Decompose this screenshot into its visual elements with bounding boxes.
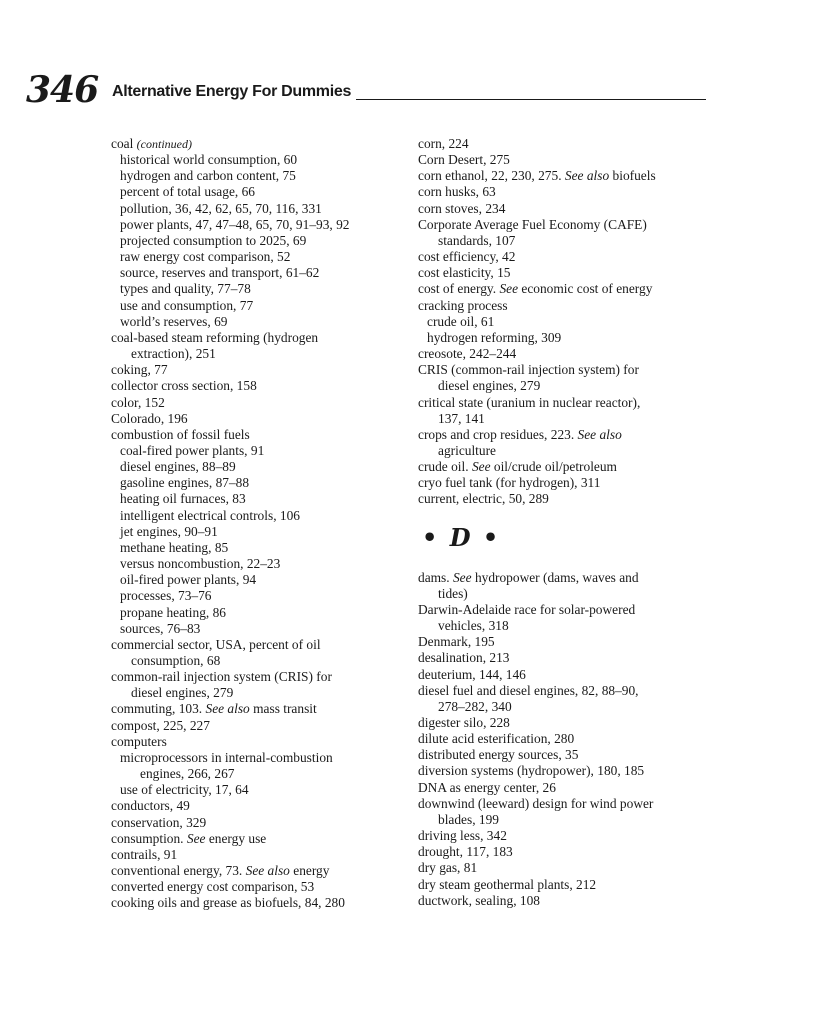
entry-text: processes, 73–76 (120, 588, 212, 604)
entry-text: heating oil furnaces, 83 (120, 491, 246, 507)
index-entry (418, 634, 718, 650)
index-entry (418, 667, 718, 683)
entry-text: microprocessors in internal-combustion (120, 749, 333, 765)
entry-text: contrails, 91 (111, 846, 178, 862)
see-target: energy (293, 863, 330, 879)
index-entry (418, 395, 718, 411)
index-entry (418, 265, 718, 281)
index-entry (111, 136, 401, 152)
see-target: oil/crude oil/petroleum (493, 459, 617, 475)
entry-text: dilute acid esterification, 280 (418, 731, 575, 747)
see-reference: See (499, 281, 519, 297)
entry-text: corn husks, 63 (418, 184, 496, 200)
index-subentry (111, 750, 401, 766)
index-subentry (111, 540, 401, 556)
entry-text: engines, 266, 267 (140, 766, 235, 782)
index-subentry (111, 556, 401, 572)
index-entry (111, 847, 401, 863)
index-entry (418, 152, 718, 168)
page-number: 346 (26, 69, 99, 111)
index-entry-continuation (418, 618, 718, 634)
entry-text: propane heating, 86 (120, 604, 226, 620)
entry-text: collector cross section, 158 (111, 378, 257, 394)
entry-text: corn stoves, 234 (418, 200, 506, 216)
entry-text: compost, 225, 227 (111, 717, 210, 733)
index-subentry (111, 475, 401, 491)
see-reference: See (186, 830, 206, 846)
index-entry (418, 475, 718, 491)
index-entry (418, 747, 718, 763)
entry-text: crops and crop residues, 223. (418, 426, 575, 442)
index-entry (111, 863, 401, 879)
entry-text: raw energy cost comparison, 52 (120, 249, 291, 265)
index-entry (111, 895, 401, 911)
index-entry (111, 427, 401, 443)
entry-text: diesel engines, 279 (131, 685, 234, 701)
entry-text: critical state (uranium in nuclear reactor), (418, 394, 641, 410)
index-entry-continuation (418, 233, 718, 249)
index-entry (418, 877, 718, 893)
index-entry (418, 715, 718, 731)
entry-text: DNA as energy center, 26 (418, 779, 556, 795)
entry-text: downwind (leeward) design for wind power (418, 795, 654, 811)
entry-text: corn ethanol, 22, 230, 275. (418, 168, 562, 184)
index-entry (418, 184, 718, 200)
index-entry (111, 734, 401, 750)
index-subentry (111, 233, 401, 249)
index-entry (418, 362, 718, 378)
index-entry (111, 637, 401, 653)
index-entry (111, 701, 401, 717)
entry-text: Denmark, 195 (418, 634, 495, 650)
index-entry (418, 281, 718, 297)
entry-text: standards, 107 (438, 232, 516, 248)
entry-text: Colorado, 196 (111, 410, 188, 426)
index-subentry (111, 184, 401, 200)
entry-text: pollution, 36, 42, 62, 65, 70, 116, 331 (120, 200, 322, 216)
entry-text: use of electricity, 17, 64 (120, 782, 249, 798)
index-entry (111, 330, 401, 346)
entry-text: vehicles, 318 (438, 618, 509, 634)
see-reference: See also (577, 426, 622, 442)
index-subentry (111, 572, 401, 588)
index-entry (418, 650, 718, 666)
index-entry-continuation (418, 699, 718, 715)
index-subentry (111, 508, 401, 524)
index-entry-continuation (418, 378, 718, 394)
index-entry (418, 893, 718, 909)
entry-text: distributed energy sources, 35 (418, 747, 579, 763)
index-entry-continuation (418, 411, 718, 427)
index-entry (111, 879, 401, 895)
entry-continued-label: (continued) (136, 137, 192, 151)
index-entry-continuation (418, 586, 718, 602)
entry-text: ductwork, sealing, 108 (418, 892, 540, 908)
index-entry (418, 168, 718, 184)
index-entry (418, 570, 718, 586)
entry-text: diversion systems (hydropower), 180, 185 (418, 763, 645, 779)
entry-text: historical world consumption, 60 (120, 152, 298, 168)
entry-text: cost elasticity, 15 (418, 265, 511, 281)
section-letter-d (418, 508, 718, 570)
entry-text: coking, 77 (111, 362, 168, 378)
entry-text: corn, 224 (418, 136, 469, 151)
index-column-left (111, 136, 401, 912)
entry-text: drought, 117, 183 (418, 844, 513, 860)
entry-text: versus noncombustion, 22–23 (120, 556, 281, 572)
entry-text: blades, 199 (438, 811, 499, 827)
entry-text: common-rail injection system (CRIS) for (111, 669, 332, 685)
entry-text: types and quality, 77–78 (120, 281, 251, 297)
index-column-right (418, 136, 718, 909)
header-rule (356, 99, 706, 100)
index-subentry (111, 443, 401, 459)
index-entry (418, 731, 718, 747)
entry-text: power plants, 47, 47–48, 65, 70, 91–93, 92 (120, 216, 350, 232)
entry-text: 278–282, 340 (438, 698, 512, 714)
index-entry (111, 831, 401, 847)
page-header (26, 70, 706, 110)
index-subentry (111, 281, 401, 297)
index-subentry (111, 621, 401, 637)
index-subentry (111, 168, 401, 184)
see-target: energy use (208, 830, 267, 846)
see-target: biofuels (612, 168, 656, 184)
index-subentry (111, 314, 401, 330)
index-subentry (111, 265, 401, 281)
index-entry-continuation (111, 766, 401, 782)
index-entry (111, 669, 401, 685)
index-subentry (111, 605, 401, 621)
index-entry-continuation (111, 685, 401, 701)
entry-text: world’s reserves, 69 (120, 313, 228, 329)
index-subentry (111, 459, 401, 475)
entry-text: driving less, 342 (418, 828, 507, 844)
index-entry (418, 860, 718, 876)
entry-text: cost efficiency, 42 (418, 249, 516, 265)
index-entry (418, 683, 718, 699)
entry-text: current, electric, 50, 289 (418, 491, 549, 507)
see-target: mass transit (253, 701, 317, 717)
entry-text: cracking process (418, 297, 508, 313)
index-entry-continuation (418, 812, 718, 828)
index-entry (111, 815, 401, 831)
index-subentry (111, 588, 401, 604)
index-entry (418, 796, 718, 812)
entry-text: projected consumption to 2025, 69 (120, 232, 307, 248)
section-letter-heading: • D • (422, 522, 501, 552)
entry-text: tides) (438, 585, 468, 601)
entry-text: dry gas, 81 (418, 860, 478, 876)
index-subentry (111, 298, 401, 314)
index-entry (418, 763, 718, 779)
index-entry (111, 395, 401, 411)
entry-text: commuting, 103. (111, 701, 203, 717)
entry-text: 137, 141 (438, 410, 485, 426)
entry-text: digester silo, 228 (418, 715, 510, 730)
index-entry (418, 602, 718, 618)
entry-text: Corporate Average Fuel Economy (CAFE) (418, 216, 647, 232)
entry-text: diesel engines, 88–89 (120, 459, 236, 475)
index-entry (418, 780, 718, 796)
index-subentry (418, 330, 718, 346)
entry-text: conductors, 49 (111, 798, 190, 814)
index-entry (418, 298, 718, 314)
entry-text: color, 152 (111, 394, 165, 410)
index-entry (418, 249, 718, 265)
entry-text: conventional energy, 73. (111, 863, 243, 879)
entry-text: cooking oils and grease as biofuels, 84, 280 (111, 895, 345, 911)
index-entry (418, 491, 718, 507)
index-entry (418, 427, 718, 443)
index-subentry (111, 491, 401, 507)
entry-text: percent of total usage, 66 (120, 184, 255, 200)
entry-text: dams. (418, 569, 450, 585)
entry-text: crude oil. (418, 459, 469, 475)
entry-text: creosote, 242–244 (418, 346, 517, 362)
index-entry (418, 346, 718, 362)
see-reference: See also (564, 168, 610, 184)
index-entry-continuation (111, 346, 401, 362)
entry-text: computers (111, 733, 167, 749)
entry-text: dry steam geothermal plants, 212 (418, 876, 597, 892)
see-reference: See also (245, 863, 290, 879)
index-group-c (418, 136, 718, 508)
entry-text: coal-based steam reforming (hydrogen (111, 329, 319, 345)
entry-text: oil-fired power plants, 94 (120, 572, 257, 588)
book-title: Alternative Energy For Dummies (112, 83, 352, 100)
entry-text: coal-fired power plants, 91 (120, 442, 265, 458)
entry-text: conservation, 329 (111, 814, 207, 830)
index-entry (111, 362, 401, 378)
entry-text: crude oil, 61 (427, 313, 495, 329)
entry-text: hydrogen and carbon content, 75 (120, 168, 296, 184)
index-subentry (111, 217, 401, 233)
index-entry (418, 844, 718, 860)
entry-text: deuterium, 144, 146 (418, 666, 526, 682)
index-entry (111, 378, 401, 394)
entry-text: hydrogen reforming, 309 (427, 329, 562, 345)
entry-text: cost of energy. (418, 281, 497, 297)
entry-text: methane heating, 85 (120, 539, 229, 555)
index-entry (111, 411, 401, 427)
index-subentry (111, 782, 401, 798)
entry-text: gasoline engines, 87–88 (120, 475, 250, 491)
index-entry (418, 201, 718, 217)
entry-text: jet engines, 90–91 (120, 523, 218, 539)
index-subentry (418, 314, 718, 330)
see-target: economic cost of energy (521, 281, 653, 297)
entry-text: consumption, 68 (131, 653, 221, 668)
entry-text: Darwin-Adelaide race for solar-powered (418, 601, 636, 617)
entry-text: combustion of fossil fuels (111, 426, 250, 442)
index-entry (418, 136, 718, 152)
index-entry (418, 828, 718, 844)
see-target: hydropower (dams, waves and (474, 569, 639, 585)
entry-text: diesel fuel and diesel engines, 82, 88–90, (418, 682, 639, 698)
index-entry (111, 718, 401, 734)
entry-text: extraction), 251 (131, 346, 216, 362)
entry-text: coal (111, 136, 134, 151)
entry-text: sources, 76–83 (120, 620, 201, 636)
index-entry-continuation (418, 443, 718, 459)
entry-text: intelligent electrical controls, 106 (120, 507, 300, 523)
entry-text: cryo fuel tank (for hydrogen), 311 (418, 475, 601, 491)
entry-text: commercial sector, USA, percent of oil (111, 636, 321, 652)
entry-text: diesel engines, 279 (438, 378, 541, 394)
entry-text: consumption. (111, 830, 184, 846)
entry-text: desalination, 213 (418, 650, 510, 666)
index-entry (418, 459, 718, 475)
see-reference: See (452, 569, 472, 585)
index-subentry (111, 249, 401, 265)
index-subentry (111, 201, 401, 217)
entry-text: CRIS (common-rail injection system) for (418, 362, 639, 378)
see-reference: See (471, 459, 491, 475)
see-reference: See also (205, 701, 250, 717)
entry-text: use and consumption, 77 (120, 297, 254, 313)
entry-text: source, reserves and transport, 61–62 (120, 265, 320, 281)
index-subentry (111, 152, 401, 168)
entry-text: agriculture (438, 442, 496, 458)
index-entry-continuation (111, 653, 401, 669)
index-entry (111, 798, 401, 814)
index-group-d (418, 570, 718, 909)
index-entry (418, 217, 718, 233)
index-subentry (111, 524, 401, 540)
entry-text: Corn Desert, 275 (418, 152, 510, 168)
entry-text: converted energy cost comparison, 53 (111, 879, 315, 895)
